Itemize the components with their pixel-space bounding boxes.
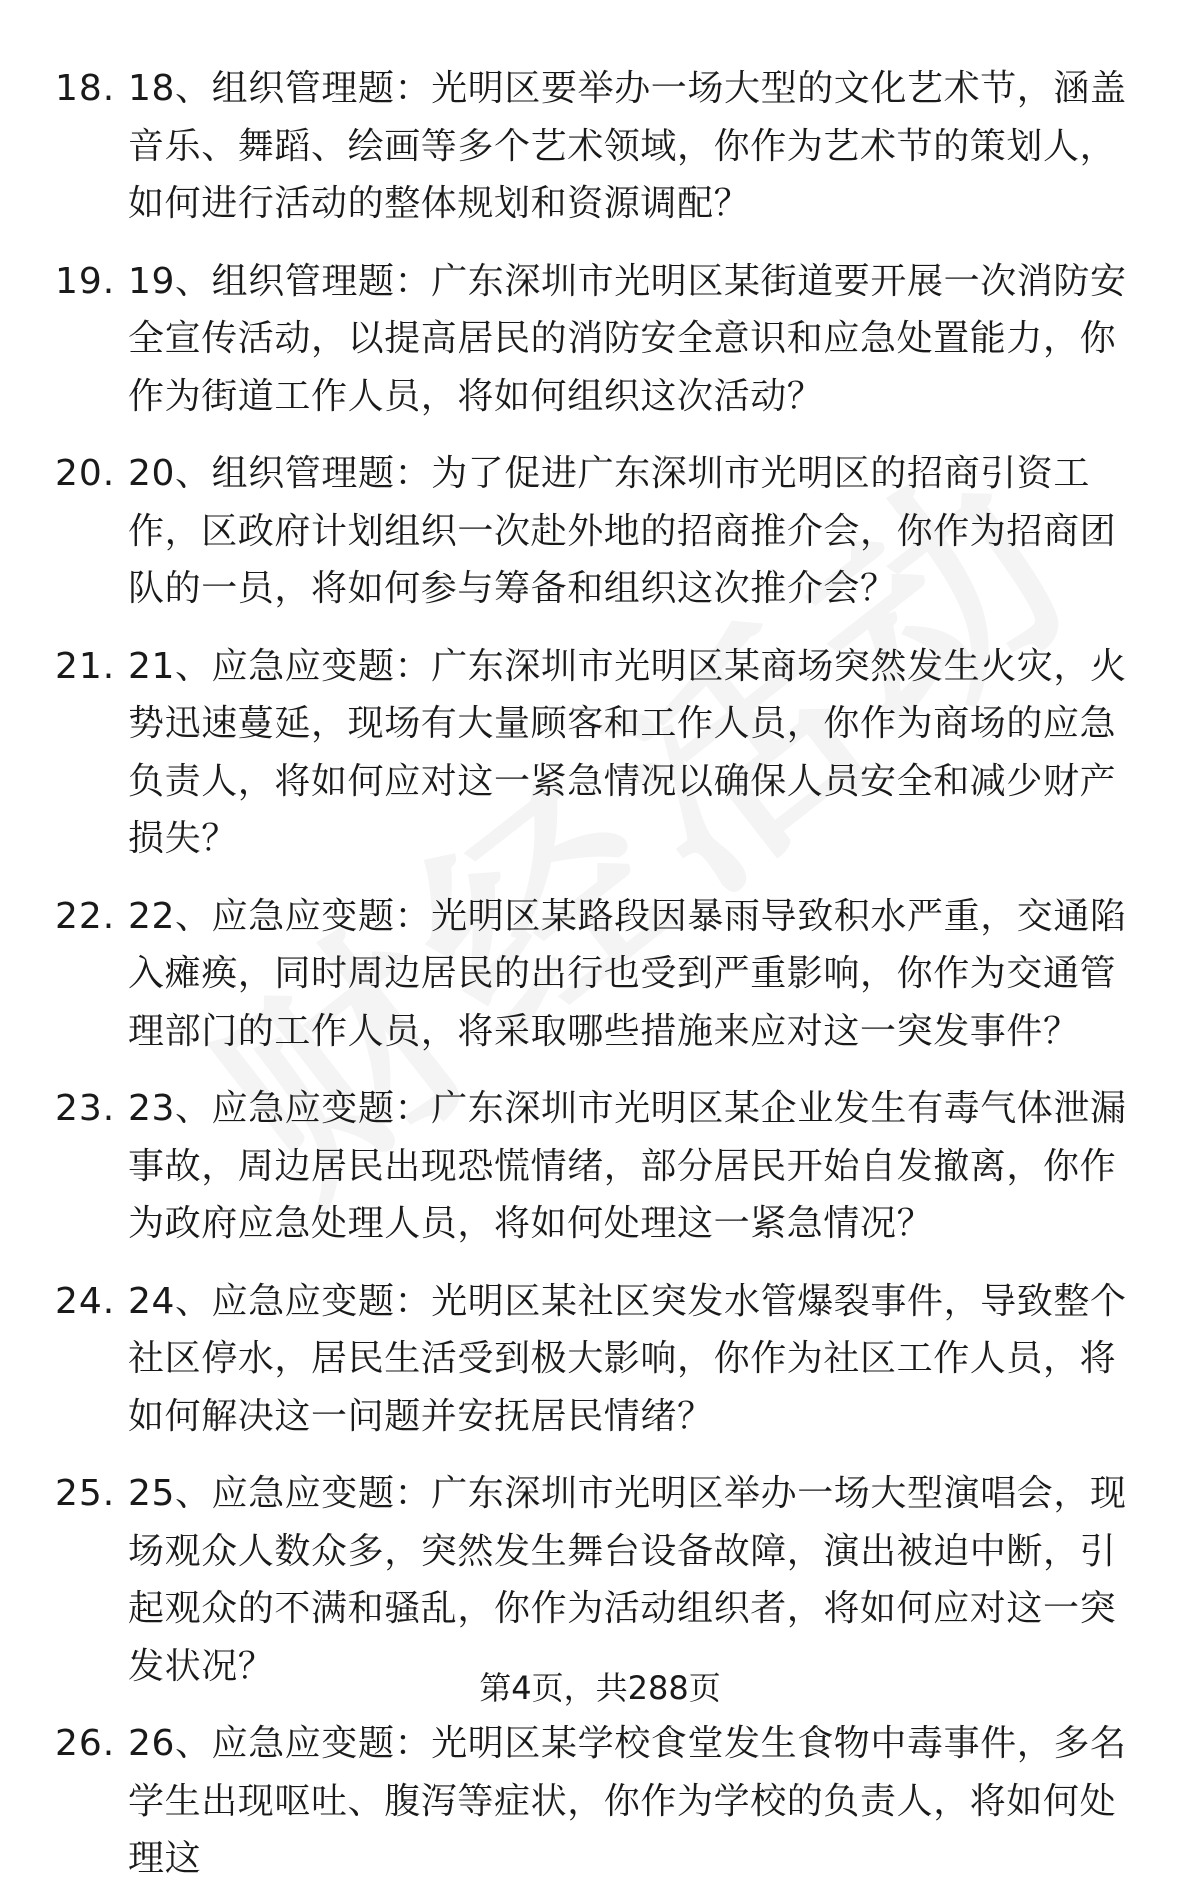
question-text: 20、组织管理题：为了促进广东深圳市光明区的招商引资工作，区政府计划组织一次赴外地的招商推介会，你作为招商团队的一员，将如何参与筹备和组织这次推介会？ xyxy=(128,453,1117,609)
question-number: 26. xyxy=(55,1723,116,1764)
question-text: 18、组织管理题：光明区要举办一场大型的文化艺术节，涵盖音乐、舞蹈、绘画等多个艺术领域，你作为艺术节的策划人，如何进行活动的整体规划和资源调配？ xyxy=(128,68,1127,224)
question-text: 24、应急应变题：光明区某社区突发水管爆裂事件，导致整个社区停水，居民生活受到极大影响，你作为社区工作人员，将如何解决这一问题并安抚居民情绪？ xyxy=(128,1280,1127,1437)
question-item xyxy=(0,253,1200,426)
question-text: 25、应急应变题：广东深圳市光明区举办一场大型演唱会，现场观众人数众多，突然发生舞台设备故障，演出被迫中断，引起观众的不满和骚乱，你作为活动组织者，将如何应对这一突发状况？ xyxy=(128,1473,1127,1687)
question-item xyxy=(0,888,1200,1061)
question-item xyxy=(0,1465,1200,1695)
question-number: 19. xyxy=(55,260,116,302)
question-text: 26、应急应变题：光明区某学校食堂发生食物中毒事件，多名学生出现呕吐、腹泻等症状，你作为学校的负责人，将如何处理这 xyxy=(128,1723,1127,1879)
question-item xyxy=(0,60,1200,233)
page-footer xyxy=(0,1668,1200,1708)
question-item xyxy=(0,1715,1200,1888)
question-number: 18. xyxy=(55,68,116,109)
question-item xyxy=(0,1080,1200,1253)
question-list xyxy=(0,60,1200,1888)
question-number: 23. xyxy=(55,1088,116,1129)
question-item xyxy=(0,638,1200,868)
page-number-label: 第4页，共288页 xyxy=(479,1669,721,1707)
question-text: 23、应急应变题：广东深圳市光明区某企业发生有毒气体泄漏事故，周边居民出现恐慌情绪，部分居民开始自发撤离，你作为政府应急处理人员，将如何处理这一紧急情况？ xyxy=(128,1088,1127,1244)
question-number: 21. xyxy=(55,645,116,687)
question-item xyxy=(0,1273,1200,1446)
question-text: 19、组织管理题：广东深圳市光明区某街道要开展一次消防安全宣传活动，以提高居民的消防安全意识和应急处置能力，你作为街道工作人员，将如何组织这次活动？ xyxy=(128,260,1127,417)
question-text: 21、应急应变题：广东深圳市光明区某商场突然发生火灾，火势迅速蔓延，现场有大量顾客和工作人员，你作为商场的应急负责人，将如何应对这一紧急情况以确保人员安全和减少财产损失？ xyxy=(128,645,1127,859)
question-number: 20. xyxy=(55,453,116,494)
question-number: 22. xyxy=(55,895,116,937)
question-item xyxy=(0,445,1200,618)
question-text: 22、应急应变题：光明区某路段因暴雨导致积水严重，交通陷入瘫痪，同时周边居民的出行也受到严重影响，你作为交通管理部门的工作人员，将采取哪些措施来应对这一突发事件？ xyxy=(128,895,1127,1052)
question-number: 24. xyxy=(55,1280,116,1322)
question-number: 25. xyxy=(55,1473,116,1514)
